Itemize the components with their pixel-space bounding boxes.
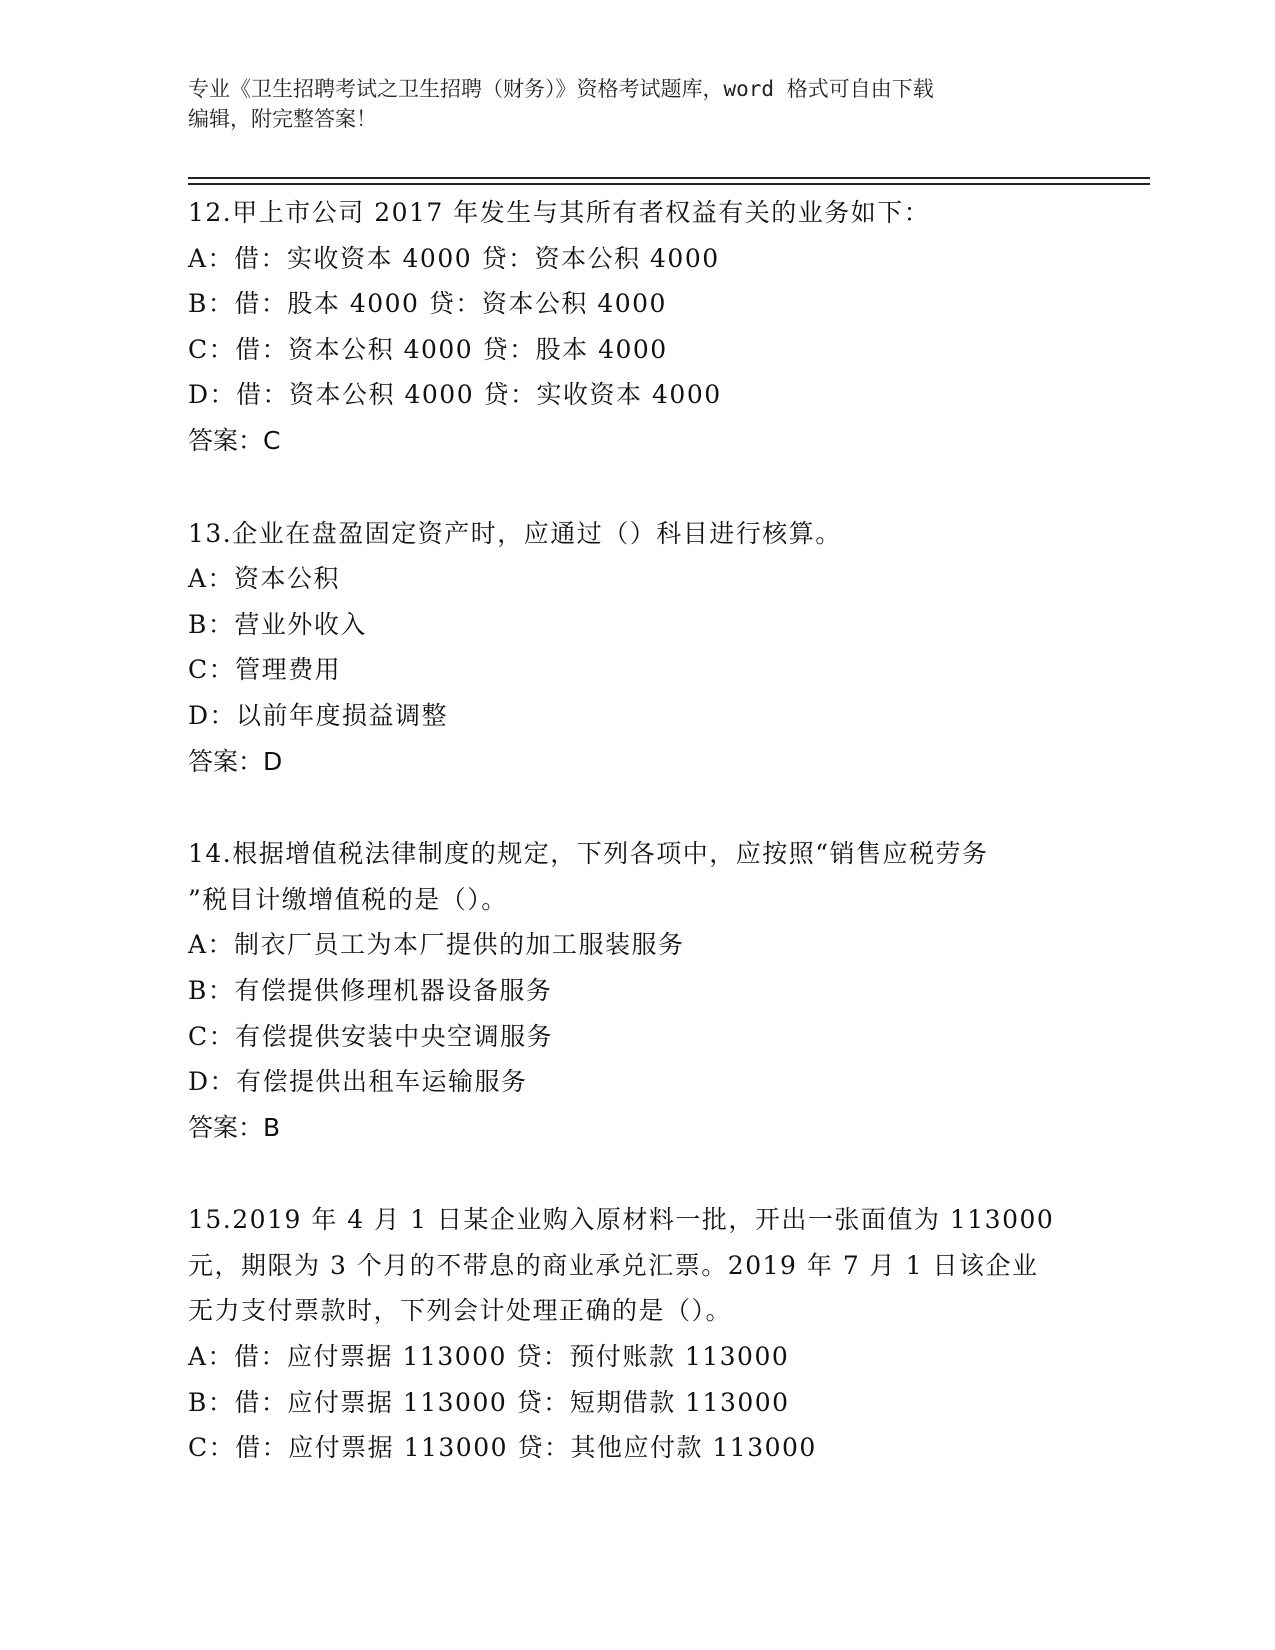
option-a: A：资本公积	[188, 564, 341, 594]
question-13	[188, 511, 1088, 785]
question-list	[188, 190, 1088, 1518]
header-line-2: 编辑，附完整答案！	[188, 107, 377, 131]
question-stem: 15.2019 年 4 月 1 日某企业购入原材料一批，开出一张面值为 113000 元，期限为 3 个月的不带息的商业承兑汇票。2019 年 7 月 1 日该企业 无力支付票款时，下列会计处理正确的是（）。	[188, 1205, 1055, 1326]
option-a: A：借：实收资本 4000 贷：资本公积 4000	[188, 243, 720, 273]
option-c: C：管理费用	[188, 655, 342, 685]
question-stem: 12.甲上市公司 2017 年发生与其所有者权益有关的业务如下：	[188, 198, 931, 227]
option-d: D：借：资本公积 4000 贷：实收资本 4000	[188, 380, 722, 410]
question-15	[188, 1197, 1088, 1471]
option-c: C：借：应付票据 113000 贷：其他应付款 113000	[188, 1433, 817, 1463]
question-14	[188, 831, 1088, 1150]
answer-line: 答案：D	[188, 746, 283, 776]
option-b: B：有偿提供修理机器设备服务	[188, 975, 553, 1005]
question-stem: 13.企业在盘盈固定资产时，应通过（）科目进行核算。	[188, 518, 842, 548]
option-b: B：借：股本 4000 贷：资本公积 4000	[188, 289, 667, 319]
option-a: A：借：应付票据 113000 贷：预付账款 113000	[188, 1342, 790, 1372]
option-c: C：有偿提供安装中央空调服务	[188, 1021, 554, 1051]
option-d: D：以前年度损益调整	[188, 700, 449, 730]
option-b: B：借：应付票据 113000 贷：短期借款 113000	[188, 1387, 790, 1417]
answer-line: 答案：C	[188, 425, 281, 455]
header-line-1: 专业《卫生招聘考试之卫生招聘（财务）》资格考试题库，word 格式可自由下载	[188, 77, 934, 101]
option-a: A：制衣厂员工为本厂提供的加工服装服务	[188, 930, 685, 960]
option-b: B：营业外收入	[188, 609, 367, 639]
header-divider-top	[188, 177, 1150, 179]
option-d: D：有偿提供出租车运输服务	[188, 1067, 528, 1097]
question-12	[188, 190, 1088, 464]
option-c: C：借：资本公积 4000 贷：股本 4000	[188, 334, 668, 364]
answer-line: 答案：B	[188, 1112, 281, 1142]
question-stem: 14.根据增值税法律制度的规定，下列各项中，应按照“销售应税劳务 ”税目计缴增值税的是（）。	[188, 839, 989, 914]
header-divider-bottom	[188, 183, 1150, 185]
document-header	[188, 74, 1068, 134]
